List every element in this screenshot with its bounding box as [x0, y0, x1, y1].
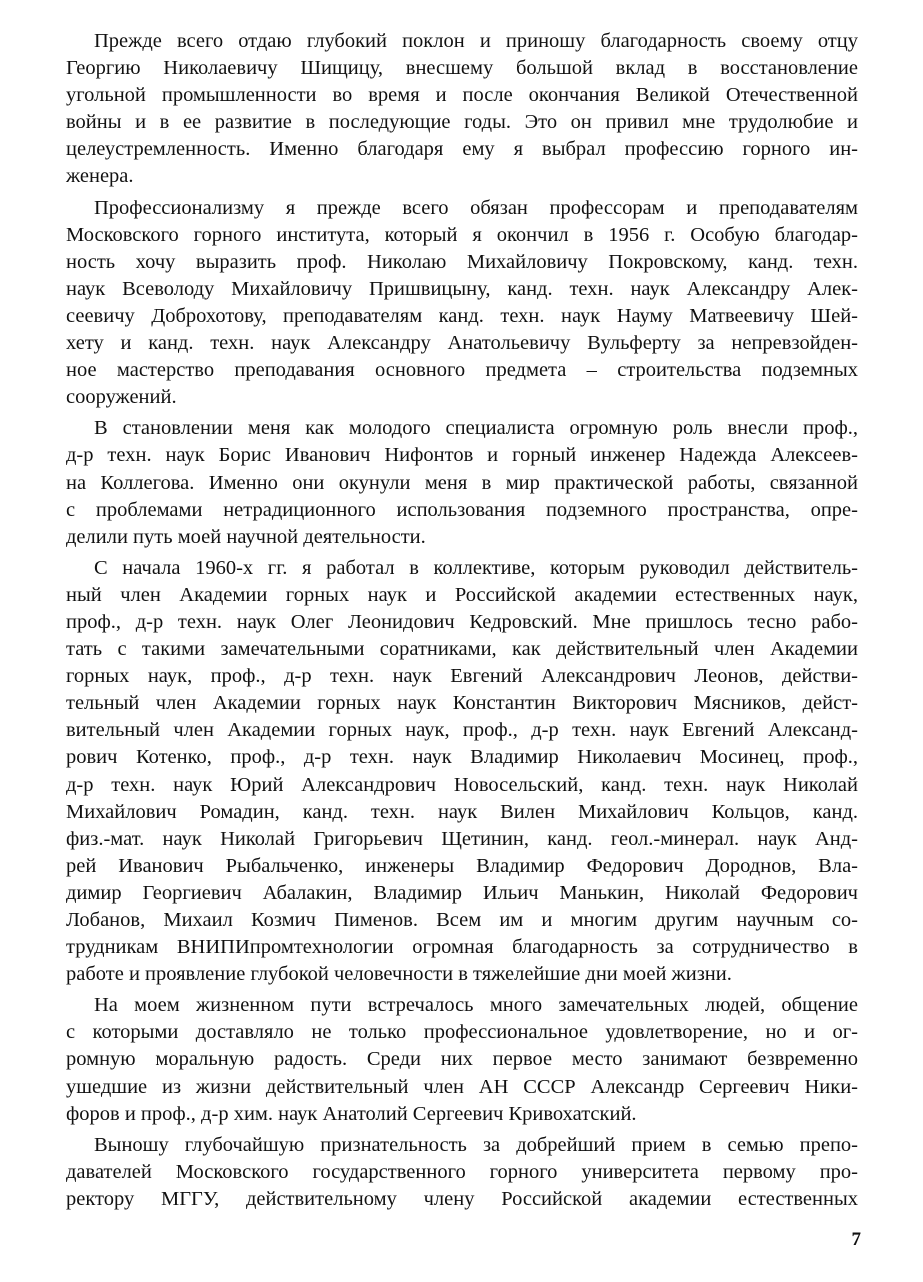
text-line: ное мастерство преподавания основного предмета – строительства подземных	[66, 359, 858, 382]
text-line: д-р техн. наук Борис Иванович Нифонтов и горный инженер Надежда Алексеев-	[66, 444, 858, 467]
text-line: делили путь моей научной деятельности.	[66, 525, 426, 548]
paragraph	[66, 992, 858, 1127]
paragraph	[66, 195, 858, 412]
text-line: ность хочу выразить проф. Николаю Михайловичу Покровскому, канд. техн.	[66, 250, 858, 273]
text-line: форов и проф., д-р хим. наук Анатолий Сергеевич Кривохатский.	[66, 1102, 637, 1125]
text-line: ректору МГГУ, действительному члену Российской академии естественных	[66, 1187, 858, 1210]
text-line: трудникам ВНИПИпромтехнологии огромная благодарность за сотрудничество в	[66, 936, 858, 959]
text-line: сооружений.	[66, 386, 177, 409]
text-line: тельный член Академии горных наук Константин Викторович Мясников, дейст-	[66, 692, 858, 715]
text-line: женера.	[66, 165, 134, 188]
text-line: наук Всеволоду Михайловичу Пришвицыну, канд. техн. наук Александру Алек-	[66, 277, 858, 300]
text-line: ный член Академии горных наук и Российской академии естественных наук,	[66, 583, 858, 606]
text-line: хету и канд. техн. наук Александру Анатольевичу Вульферту за непревзойден-	[66, 332, 858, 355]
paragraph	[66, 415, 858, 550]
text-line: давателей Московского государственного горного университета первому про-	[66, 1160, 858, 1183]
text-line: вительный член Академии горных наук, проф., д-р техн. наук Евгений Александ-	[66, 719, 858, 742]
text-line: Георгию Николаевичу Шищицу, внесшему большой вклад в восстановление	[66, 57, 858, 80]
text-line: тать с такими замечательными соратниками, как действительный член Академии	[66, 638, 858, 661]
text-line: Лобанов, Михаил Козмич Пименов. Всем им и многим другим научным со-	[66, 909, 858, 931]
text-line: работе и проявление глубокой человечности в тяжелейшие дни моей жизни.	[66, 963, 732, 986]
text-line: угольной промышленности во время и после окончания Великой Отечественной	[66, 84, 858, 107]
paragraph	[66, 555, 858, 989]
text-line: Прежде всего отдаю глубокий поклон и приношу благодарность своему отцу	[94, 30, 858, 52]
text-line: ромную моральную радость. Среди них первое место занимают безвременно	[66, 1048, 858, 1071]
text-line: Московского горного института, который я окончил в 1956 г. Особую благодар-	[66, 223, 858, 246]
text-line: Профессионализму я прежде всего обязан профессорам и преподавателям	[94, 196, 858, 219]
text-line: С начала 1960-х гг. я работал в коллективе, которым руководил действитель-	[94, 556, 858, 579]
text-line: на Коллегова. Именно они окунули меня в мир практической работы, связанной	[66, 471, 858, 494]
text-line: с проблемами нетрадиционного использования подземного пространства, опре-	[66, 498, 858, 521]
paragraph	[66, 1132, 858, 1213]
text-line: ушедшие из жизни действительный член АН СССР Александр Сергеевич Ники-	[66, 1075, 858, 1098]
body-text	[66, 28, 858, 1213]
text-line: сеевичу Доброхотову, преподавателям канд. техн. наук Науму Матвеевичу Шей-	[66, 304, 858, 327]
text-line: димир Георгиевич Абалакин, Владимир Ильич Манькин, Николай Федорович	[66, 881, 858, 904]
text-line: горных наук, проф., д-р техн. наук Евгений Александрович Леонов, действи-	[66, 665, 858, 688]
page-number: 7	[851, 1229, 861, 1250]
text-line: Михайлович Ромадин, канд. техн. наук Вилен Михайлович Кольцов, канд.	[66, 800, 858, 823]
text-line: с которыми доставляло не только профессиональное удовлетворение, но и ог-	[66, 1021, 858, 1044]
text-line: рович Котенко, проф., д-р техн. наук Владимир Николаевич Мосинец, проф.,	[66, 746, 858, 769]
text-line: В становлении меня как молодого специалиста огромную роль внесли проф.,	[94, 417, 858, 440]
text-line: На моем жизненном пути встречалось много замечательных людей, общение	[94, 994, 858, 1017]
text-line: физ.-мат. наук Николай Григорьевич Щетинин, канд. геол.-минерал. наук Анд-	[66, 827, 858, 850]
text-line: д-р техн. наук Юрий Александрович Новосельский, канд. техн. наук Николай	[66, 773, 858, 796]
paragraph	[66, 28, 858, 191]
text-line: рей Иванович Рыбальченко, инженеры Владимир Федорович Дороднов, Вла-	[66, 854, 858, 877]
text-line: Выношу глубочайшую признательность за добрейший прием в семью препо-	[94, 1133, 858, 1156]
text-line: войны и в ее развитие в последующие годы. Это он привил мне трудолюбие и	[66, 111, 858, 134]
text-line: целеустремленность. Именно благодаря ему я выбрал профессию горного ин-	[66, 138, 858, 161]
text-line: проф., д-р техн. наук Олег Леонидович Кедровский. Мне пришлось тесно рабо-	[66, 610, 858, 633]
